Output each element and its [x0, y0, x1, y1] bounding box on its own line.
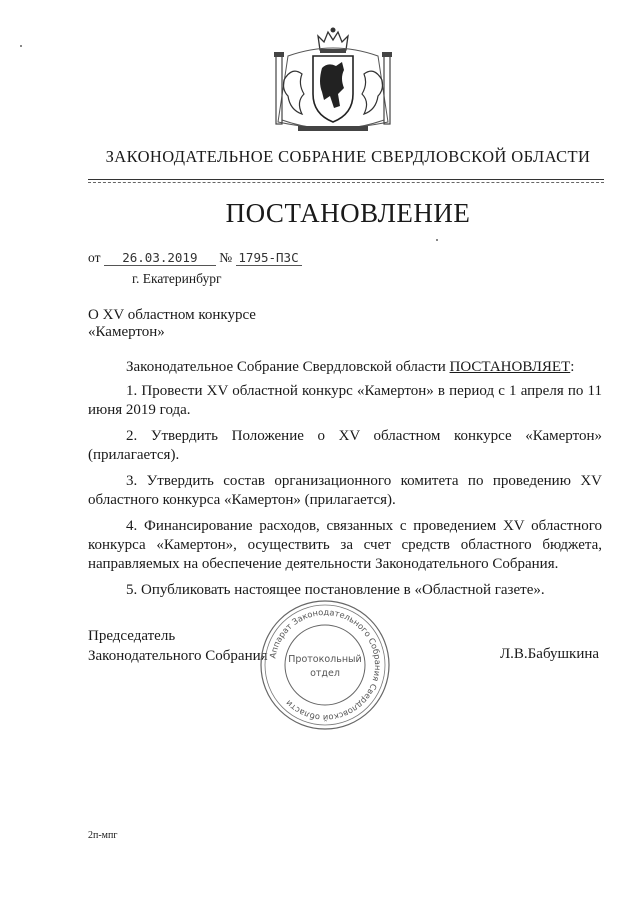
stamp-center-line-1: Протокольный: [288, 654, 362, 665]
stamp-center-line-2: отдел: [310, 668, 340, 679]
subject-line-2: «Камертон»: [88, 324, 165, 340]
subject-line-1: О XV областном конкурсе: [88, 307, 256, 323]
number-label: №: [219, 250, 233, 265]
from-label: от: [88, 250, 101, 265]
signatory-title-line-2: Законодательного Собрания: [88, 648, 268, 664]
coat-of-arms-icon: [258, 22, 408, 140]
city: г. Екатеринбург: [132, 271, 222, 286]
paragraph-1: 1. Провести XV областной конкурс «Камертон» в период с 1 апреля по 11 июня 2019 года.: [88, 383, 602, 418]
scan-speck: [436, 239, 438, 241]
organization-name: ЗАКОНОДАТЕЛЬНОЕ СОБРАНИЕ СВЕРДЛОВСКОЙ ОБЛАСТИ: [105, 147, 591, 166]
paragraph-5: 5. Опубликовать настоящее постановление в «Областной газете».: [126, 582, 545, 598]
header-rule: [88, 179, 604, 180]
official-stamp-icon: [258, 598, 392, 732]
document-type: ПОСТАНОВЛЕНИЕ: [225, 198, 471, 228]
intro-verb: ПОСТАНОВЛЯЕТ: [449, 359, 571, 375]
scan-speck: [20, 45, 22, 47]
header-rule-dashed: [88, 182, 604, 183]
document-code: 2п-мпг: [88, 830, 118, 841]
stamp-ring-text: Аппарат Законодательного Собрания Свердловской области: [267, 606, 384, 724]
intro-paragraph: [88, 358, 602, 377]
signatory-title-line-1: Председатель: [88, 628, 176, 644]
document-date: 26.03.2019: [104, 251, 216, 266]
signatory-title: [88, 626, 268, 666]
document-subject: [88, 307, 256, 341]
paragraph-2: 2. Утвердить Положение о XV областном конкурсе «Камертон» (прилагается).: [88, 428, 602, 463]
paragraph-4: 4. Финансирование расходов, связанных с проведением XV областного конкурса «Камертон», осуществить за счет средств областного бюджета, направляемых на обеспечение деятельности Законодательного Собрания.: [88, 518, 602, 572]
document-body: [88, 358, 602, 607]
signatory-name: Л.В.Бабушкина: [500, 646, 600, 662]
document-number: 1795-ПЗС: [236, 251, 302, 266]
intro-colon: :: [570, 359, 575, 375]
paragraph-3: 3. Утвердить состав организационного комитета по проведению XV областного конкурса «Камертон» (прилагается).: [88, 473, 602, 508]
date-number-line: [88, 250, 302, 266]
intro-text: Законодательное Собрание Свердловской области: [126, 359, 450, 375]
